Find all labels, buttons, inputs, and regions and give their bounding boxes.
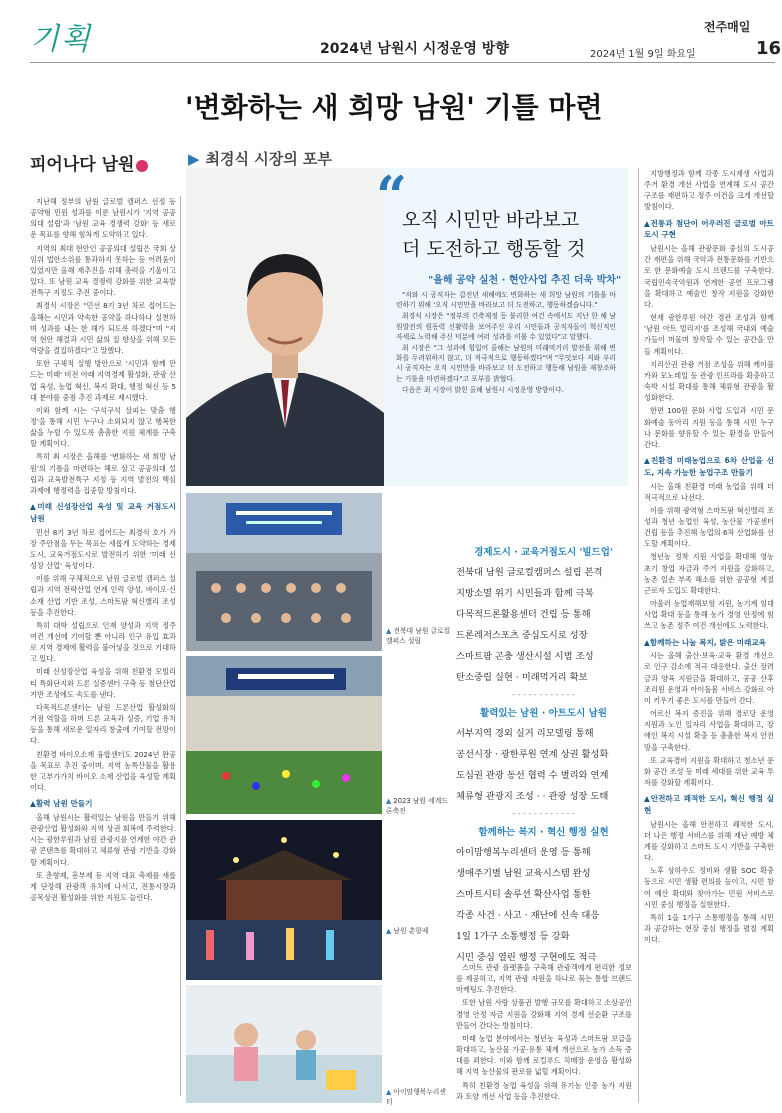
quote-line-2: 더 도전하고 행동할 것	[402, 238, 586, 261]
photo-caption	[386, 625, 452, 645]
body-paragraph: 시는 올해 출산·보육·교육 환경 개선으로 인구 감소에 적극 대응한다. 출산 장려금과 양육 지원금을 확대하고, 공공 산후조리원 운영과 아이돌봄 서비스 강화로 아이 키우기 좋은 도시를 만들어 간다.	[644, 651, 774, 705]
body-paragraph: 지역의 최대 현안인 공공의대 설립은 국회 상임위 법안소위를 통과하지 못하는 등 어려움이 있었지만 올해 재추진을 위해 총력을 기울이고 있다. 또 남원 교육 경쟁력 강화를 위한 교육발전특구 지정도 추진 중이다.	[30, 243, 176, 298]
section-tag: 기획	[30, 22, 92, 57]
pledge-item: 1일 1가구 소통행정 등 강화	[456, 931, 570, 942]
column-rule	[638, 168, 639, 1103]
body-paragraph: 이와 함께 시는 '구석구석 살피는 맞춤 행정'을 통해 시민 누구나 소외되지 않고 행복한 삶을 누릴 수 있도록 촘촘한 지원 체계를 구축할 계획이다.	[30, 405, 176, 449]
mayor-photo	[186, 168, 384, 486]
body-paragraph: 이를 위해 구체적으로 남원 글로벌 캠퍼스 설립과 지역 전략산업 연계 인력 양성, 바이오·신소재 산업 기반 조성, 스마트팜 혁신밸리 조성 등을 추진한다.	[30, 574, 176, 617]
page-header	[0, 0, 782, 62]
caption-text: 아이맘행복누리센터	[386, 1088, 446, 1106]
campus-photo	[186, 493, 382, 651]
pledge-item: 각종 사건 · 사고 · 재난에 신속 대응	[456, 910, 600, 921]
pledge-item: 체류형 관광지 조성 · · 관광 성장 도태	[456, 791, 609, 802]
photo-caption	[386, 1086, 452, 1106]
body-paragraph: 남원시는 올해 안전하고 쾌적한 도시, 더 나은 행정 서비스를 위해 재난 예방 체계를 강화하고 스마트 도시 기반을 구축한다.	[644, 819, 774, 863]
section-heading: ▲활력 남원 만들기	[30, 799, 93, 809]
pledge-item: 시민 중심 열린 행정 구현에도 적극	[456, 952, 597, 963]
triangle-icon: ▲	[386, 797, 394, 805]
pledge-heading: 함께하는 복지 · 혁신 행정 실현	[478, 827, 609, 838]
body-paragraph: 민선 8기 3년 차로 접어드는 최경식 호가 가장 주안점을 두는 목표는 새롭게 도약하는 경제도시, 교육거점도시로 발전하기 위한 '미래 신성장 산업' 육성이다.	[30, 527, 176, 571]
body-paragraph: 미래 신성장산업 육성을 위해 친환경 모빌리티 특화단지와 드론 실증센터 구축 등 첨단산업 기반 조성에도 속도를 낸다.	[30, 667, 176, 699]
photo-caption	[386, 795, 452, 815]
body-paragraph: 지난해 정부의 남원 글로벌 캠퍼스 선정 등 공약형 민원 성과를 이룬 남원시가 '지역 공공의대 설립'과 '남원 교육 경쟁력 강화' 등 새로운 목표를 향해 힘차게 도약하고 있다.	[30, 197, 176, 240]
quote-line-1: 오직 시민만 바라보고	[402, 209, 580, 231]
pledge-heading: 활력있는 남원 · 아트도시 남원	[480, 708, 607, 719]
drone-festival-photo	[186, 656, 382, 814]
body-paragraph: 또한 구체적 실행 방안으로 '시민과 함께 만드는 미래' 비전 아래 지역경제 활성화, 관광 산업 육성, 농업 혁신, 복지 확대, 행정 혁신 등 5대 분야를 중점 추진 과제로 제시했다.	[30, 359, 176, 402]
caption-text: 전북대 남원 글로컬캠퍼스 설립	[386, 627, 451, 645]
pledge-item: 서부지역 경외 실거 리모델링 통해	[456, 728, 594, 739]
quote-paragraph: "저와 시 공직자는 갑진년 새해에도 변화하는 새 희망 남원의 기틀을 마련하기 위해 '오직 시민만을 바라보고 더 도전하고, 행동하겠습니다."	[396, 291, 616, 310]
city-logo	[30, 150, 170, 180]
body-paragraph: 특히 최 시장은 올해를 '변화하는 새 희망 남원'의 기틀을 마련하는 해로 삼고 공공의대 설립과 교육발전특구 지정 등 지역 발전의 핵심 과제에 행정력을 집중할 방침이다.	[30, 452, 176, 495]
pledge-item: 탄소중립 실현 · 미래먹거리 확보	[456, 672, 588, 683]
pledge-divider: - - - - - - - - - - - -	[512, 809, 575, 818]
pledge-list	[456, 538, 631, 970]
section-heading: ▲친환경 미래농업으로 6차 산업을 선도, 지속 가능한 농업구조 만들기	[644, 455, 774, 477]
childcare-center-photo	[186, 985, 382, 1103]
quote-mark-icon: “	[376, 164, 408, 228]
body-paragraph: 아울러 농업재해보험 지원, 농기계 임대사업 확대 등을 통해 농가 경영 안정에 힘쓰고 농촌 정주 여건 개선에도 노력한다.	[644, 599, 774, 631]
right-column	[644, 168, 774, 1103]
quote-title	[402, 206, 585, 265]
body-paragraph: 어르신 복지 증진을 위해 경로당 운영 지원과 노인 일자리 사업을 확대하고, 장애인 복지 시설 확충 등 촘촘한 복지 안전망을 구축한다.	[644, 709, 774, 752]
pledge-heading: 경제도시 · 교육거점도시 '빌드업'	[474, 547, 613, 558]
headline: '변화하는 새 희망 남원' 기틀 마련	[185, 91, 603, 124]
section-heading: ▲전통과 첨단이 어우러진 글로벌 아트토시 구현	[644, 218, 774, 240]
pledge-item: 전북대 남원 글로컬캠퍼스 설립 본격	[456, 567, 603, 578]
subhead-text: 최경식 시장의 포부	[205, 150, 332, 168]
middle-bottom-column	[456, 962, 632, 1100]
quote-body	[396, 290, 616, 396]
page-number: 16	[756, 38, 782, 59]
body-paragraph: 지리산권 관광 거점 조성을 위해 케이블카와 모노레일 등 관광 인프라를 확충하고 숙박 시설 확대를 통해 체류형 관광을 활성화한다.	[644, 359, 774, 403]
body-paragraph: 시는 올해 친환경 미래 농업을 위해 더 적극적으로 나선다.	[644, 481, 774, 502]
body-paragraph: 현재 광한루원 야간 경관 조성과 함께 '남원 아트 빌리지'를 조성해 국내외 예술가들이 머물며 창작할 수 있는 공간을 만들 계획이다.	[644, 313, 774, 356]
caption-text: 남원 춘향제	[393, 927, 429, 935]
body-paragraph: 친환경 바이오소재 융합센터도 2024년 완공을 목표로 추진 중이며, 지역 농특산물을 활용한 고부가가치 바이오 소재 산업을 육성할 계획이다.	[30, 749, 176, 793]
body-paragraph: 청년농 정착 지원 사업을 확대해 영농 초기 창업 자금과 주거 지원을 강화하고, 농촌 일손 부족 해소를 위한 공공형 계절근로자 도입도 확대한다.	[644, 552, 774, 595]
body-paragraph: 이를 위해 광역형 스마트팜 혁신밸리 조성과 청년 농업인 육성, 농산물 가공센터 건립 등을 추진해 농업의 6차 산업화를 선도할 계획이다.	[644, 505, 774, 549]
body-paragraph: 다목적드론센터는 남원 드론산업 활성화의 거점 역할을 하며 드론 교육과 실증, 기업 유치 등을 통해 새로운 일자리 창출에 기여할 전망이다.	[30, 702, 176, 746]
pledge-item: 스마트팜 곤충 생산시설 시범 조성	[456, 651, 594, 662]
body-paragraph: 지방행정과 함께 각종 도시재생 사업과 주거 환경 개선 사업을 연계해 도시 공간 구조를 재편하고 정주 여건을 크게 개선할 방침이다.	[644, 169, 774, 212]
body-paragraph: 또 교육경비 지원을 확대하고 청소년 문화 공간 조성 등 미래 세대를 위한 교육 투자를 강화할 계획이다.	[644, 755, 774, 788]
caption-text: 2023 남원 세계드론축전	[386, 797, 448, 815]
pledge-item: 스마트시티 솔루션 확산사업 통한	[456, 889, 591, 900]
body-paragraph: 한편 100원 문화 사업 도입과 시민 문화예술 동아리 지원 등을 통해 시민 누구나 문화를 향유할 수 있는 환경을 만들어 간다.	[644, 406, 774, 449]
body-paragraph: 또한 남원 사랑 상품권 발행 규모를 확대하고 소상공인 경영 안정 자금 지원을 강화해 지역 경제 선순환 구조를 만들어 간다는 방침이다.	[456, 998, 632, 1030]
quote-paragraph: 다음은 최 시장이 밝힌 올해 남원시 시정운영 방향이다.	[402, 385, 564, 394]
body-paragraph: 노후 상하수도 정비와 생활 SOC 확충 등으로 시민 생활 편의를 높이고, 시민 참여 예산 확대와 찾아가는 민원 서비스로 시민 중심 행정을 실현한다.	[644, 866, 774, 909]
pledge-item: 아이맘행복누리센터 운영 등 통해	[456, 847, 591, 858]
section-heading: ▲미래 신성장산업 육성 및 교육 거점도시 남원	[30, 502, 176, 523]
body-paragraph: 올해 남원시는 활력있는 남원을 만들기 위해 관광산업 활성화와 지역 상권 회복에 주력한다. 시는 광한루원과 남원 관광지를 연계한 야간 관광 콘텐츠를 확대하고 체류형 관광 기반을 강화할 계획이다.	[30, 812, 176, 867]
logo-text: 피어나다 남원	[30, 155, 135, 175]
body-paragraph: 또 춘향제, 흥부제 등 지역 대표 축제를 새롭게 단장해 관광객 유치에 나서고, 전통시장과 골목상권 활성화를 위한 지원도 늘린다.	[30, 870, 176, 903]
pledge-item: 지방소멸 위기 시민들과 함께 극복	[456, 588, 594, 599]
pledge-item: 생애주기별 남원 교육시스템 완성	[456, 868, 591, 879]
body-paragraph: 남원시는 올해 관광문화 중심의 도시공간 재편을 위해 국악과 전통문화를 기반으로 한 문화예술 도시 브랜드를 구축한다. 국립민속국악원과 연계한 공연 프로그램을 확대하고 예술인 창작 지원을 강화한다.	[644, 244, 774, 309]
body-paragraph: 스마트 관광 플랫폼을 구축해 관광객에게 편리한 정보를 제공하고, 지역 관광 자원을 하나로 묶는 통합 브랜드 마케팅도 추진한다.	[456, 963, 632, 995]
body-paragraph: 미래 농업 분야에서는 청년농 육성과 스마트팜 보급을 확대하고, 농산물 가공·유통 체계 개선으로 농가 소득 증대를 꾀한다. 이와 함께 로컬푸드 직매장 운영을 활성화해 지역 농산물의 판로를 넓힐 계획이다.	[456, 1033, 632, 1077]
flower-icon	[136, 160, 148, 172]
pledge-item: 다목적드론활용센터 건립 등 통해	[456, 609, 591, 620]
triangle-icon: ▲	[386, 927, 394, 935]
triangle-icon: ▲	[386, 627, 394, 635]
section-title: 2024년 남원시 시정운영 방향	[320, 41, 509, 57]
triangle-icon: ▶	[188, 150, 200, 168]
issue-date: 2024년 1월 9일 화요일	[590, 49, 696, 60]
photo-caption	[386, 925, 452, 935]
pledge-divider: - - - - - - - - - - - -	[512, 690, 575, 699]
chunhyang-festival-photo	[186, 820, 382, 980]
section-heading: ▲함께하는 나눔 복지, 밝은 미래교육	[644, 637, 766, 647]
header-rule	[30, 62, 775, 63]
subheadline	[188, 148, 332, 169]
quote-paragraph: 최 시장은 "그 성과에 힘입어 올해는 남원의 미래먹거리 발전을 위해 변화를 두려워하지 않고, 더 적극적으로 행동하겠다"며 "무엇보다 저와 우리 시 공직자는 오직 시민만을 바라보고 더 도전하고 행동해 남원을 재창조하는 기틀을 마련하겠다"고 포부를 밝혔다.	[396, 343, 616, 383]
quote-box	[376, 164, 628, 486]
quote-subtitle: "올해 공약 실천 · 현안사업 추진 더욱 박차"	[428, 275, 622, 286]
triangle-icon: ▲	[386, 1088, 394, 1096]
column-rule	[180, 196, 181, 1096]
body-paragraph: 최경식 시장은 "민선 8기 3년 차로 접어드는 올해는 시민과 약속한 공약을 하나하나 실천하며 성과를 내는 한 해가 되도록 하겠다"며 "지역 현안 해결과 시민 삶의 질 향상을 위해 모든 역량을 결집하겠다"고 말했다.	[30, 301, 176, 356]
body-paragraph: 특히 1읍 1가구 소통행정을 통해 시민과 공감하는 현장 중심 행정을 펼칠 계획이다.	[644, 912, 774, 945]
quote-paragraph: 최경식 시장은 "정부의 긴축재정 등 불리한 여건 속에서도 지난 한 해 남원발전의 원동력 신활력을 보여주신 우리 시민들과 공직자들이 혁신적인 자세로 노력해 주신 덕분에 여러 성과를 이룰 수 있었다"고 말했다.	[396, 312, 616, 341]
paper-name: 전주매일	[704, 20, 751, 34]
pledge-item: 공선시장 · 광한루원 연계 상권 활성화	[456, 749, 609, 760]
section-heading: ▲안전하고 쾌적한 도시, 혁신 행정 실현	[644, 794, 774, 815]
pledge-item: 도심권 관광 동선 협력 수 별리와 연계	[456, 770, 609, 781]
body-paragraph: 특히 친환경 농업 육성을 위해 유기농 인증 농가 지원과 토양 개선 사업 등을 추진한다.	[456, 1080, 632, 1100]
left-column	[30, 196, 176, 1096]
pledge-item: 드론레저스포츠 중심도시로 성장	[456, 630, 588, 641]
body-paragraph: 특히 대학 설립으로 인재 양성과 지역 정주 여건 개선에 기여할 뿐 아니라 인구 유입 효과로 지역 경제에 활력을 불어넣을 것으로 기대하고 있다.	[30, 620, 176, 664]
